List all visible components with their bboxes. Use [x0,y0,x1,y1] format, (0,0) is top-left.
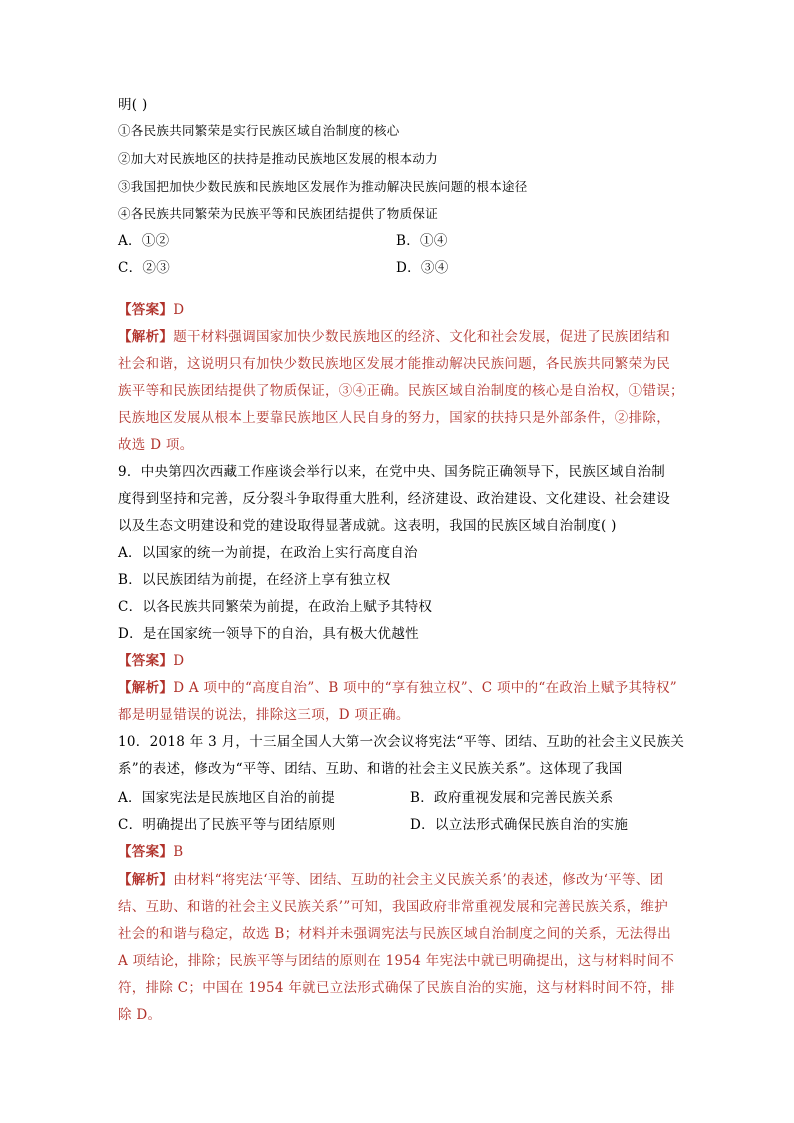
q8-option-a: A．①② [118,233,170,249]
q10-option-a: A．国家宪法是民族地区自治的前提 [118,790,336,806]
q8-analysis-line-4: 民族地区发展从根本上要靠民族地区人民自身的努力，国家的扶持只是外部条件，②排除， [118,410,670,426]
q8-stem-tail: 明( ) [118,97,148,113]
q8-answer [118,301,184,319]
q8-option-d: D．③④ [396,260,449,276]
analysis-text: D A 项中的“高度自治”、B 项中的“享有独立权”、C 项中的“在政治上赋予其特权” [173,680,677,696]
answer-value: D [173,653,185,669]
q10-analysis-line-6: 除 D。 [118,1007,162,1023]
q8-analysis-line-2: 社会和谐，这说明只有加快少数民族地区发展才能推动解决民族问题，各民族共同繁荣为民 [118,356,670,372]
q9-stem-line-3: 以及生态文明建设和党的建设取得显著成就。这表明，我国的民族区域自治制度( ) [118,518,617,534]
q9-option-b: B．以民族团结为前提，在经济上享有独立权 [118,572,391,588]
q10-analysis-line-3: 社会的和谐与稳定，故选 B；材料并未强调宪法与民族区域自治制度之间的关系，无法得出 [118,926,672,942]
q8-option-c: C．②③ [118,260,171,276]
q9-option-c: C．以各民族共同繁荣为前提，在政治上赋予其特权 [118,599,433,615]
q10-analysis-line-4: A 项结论，排除；民族平等与团结的原则在 1954 年宪法中就已明确提出，这与材料时间不 [118,953,675,969]
q9-option-a: A．以国家的统一为前提，在政治上实行高度自治 [118,545,418,561]
q10-option-d: D．以立法形式确保民族自治的实施 [410,817,629,833]
answer-label: 【答案】 [118,653,174,669]
q8-statement-1: ①各民族共同繁荣是实行民族区域自治制度的核心 [118,123,400,138]
q8-statement-2: ②加大对民族地区的扶持是推动民族地区发展的根本动力 [118,151,439,166]
q10-analysis-line-1 [118,871,663,889]
q9-option-d: D．是在国家统一领导下的自治，具有极大优越性 [118,626,419,642]
q9-analysis-line-1 [118,679,677,697]
analysis-text: 由材料“将宪法‘平等、团结、互助的社会主义民族关系’的表述，修改为‘平等、团 [173,872,664,888]
q10-option-b: B．政府重视发展和完善民族关系 [410,790,614,806]
q10-stem-line-1: 10．2018 年 3 月，十三届全国人大第一次会议将宪法“平等、团结、互助的社会主义民族关 [118,734,685,750]
analysis-label: 【解析】 [118,680,174,696]
q10-analysis-line-2: 结、互助、和谐的社会主义民族关系’”可知，我国政府非常重视发展和完善民族关系，维护 [118,899,668,915]
answer-value: D [173,302,185,318]
q9-stem-line-1: 9．中央第四次西藏工作座谈会举行以来，在党中央、国务院正确领导下，民族区域自治制 [118,464,666,480]
answer-value: B [173,844,184,860]
q10-stem-line-2: 系”的表述，修改为“平等、团结、互助、和谐的社会主义民族关系”。这体现了我国 [118,761,623,777]
q8-statement-4: ④各民族共同繁荣为民族平等和民族团结提供了物质保证 [118,206,439,221]
analysis-label: 【解析】 [118,329,174,345]
q9-analysis-line-2: 都是明显错误的说法，排除这三项，D 项正确。 [118,707,410,723]
answer-label: 【答案】 [118,844,174,860]
q10-analysis-line-5: 符，排除 C；中国在 1954 年就已立法形式确保了民族自治的实施，这与材料时间不符，排 [118,980,675,996]
analysis-text: 题干材料强调国家加快少数民族地区的经济、文化和社会发展，促进了民族团结和 [173,329,671,345]
q9-stem-line-2: 度得到坚持和完善，反分裂斗争取得重大胜利，经济建设、政治建设、文化建设、社会建设 [118,491,670,507]
q8-analysis-line-1 [118,328,670,346]
q8-analysis-line-5: 故选 D 项。 [118,437,194,453]
q10-answer [118,843,183,861]
q8-statement-3: ③我国把加快少数民族和民族地区发展作为推动解决民族问题的根本途径 [118,179,528,194]
q9-answer [118,652,184,670]
q8-option-b: B．①④ [396,233,448,249]
q8-analysis-line-3: 族平等和民族团结提供了物质保证，③④正确。民族区域自治制度的核心是自治权，①错误； [118,383,684,399]
answer-label: 【答案】 [118,302,174,318]
q10-option-c: C．明确提出了民族平等与团结原则 [118,817,336,833]
analysis-label: 【解析】 [118,872,174,888]
